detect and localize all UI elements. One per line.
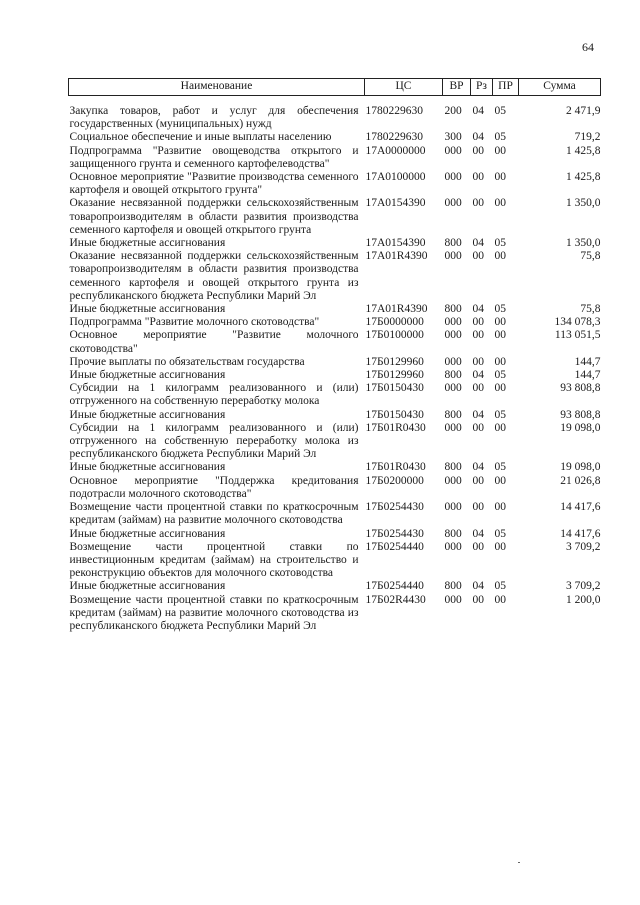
cell-name: Основное мероприятие "Развитие производства семенного картофеля и овощей открытого грунта" xyxy=(69,171,359,197)
cell-pr: 05 xyxy=(494,105,506,117)
cell-pr: 05 xyxy=(494,369,506,382)
cell-cs: 17А0000000 xyxy=(365,144,426,157)
cell-pr: 05 xyxy=(494,461,506,474)
cell-sum: 19 098,0 xyxy=(560,421,601,434)
table-row xyxy=(69,422,601,462)
cell-pr: 00 xyxy=(494,421,506,434)
cell-sum: 19 098,0 xyxy=(560,461,601,474)
table-row xyxy=(69,237,601,250)
header-rz: Рз xyxy=(471,79,493,96)
cell-vr: 000 xyxy=(444,316,462,329)
table-row xyxy=(69,580,601,593)
cell-cs: 17А0154390 xyxy=(365,237,426,250)
table-row xyxy=(69,501,601,527)
cell-pr: 05 xyxy=(494,237,506,250)
cell-rz: 00 xyxy=(472,540,484,553)
cell-name: Иные бюджетные ассигнования xyxy=(69,527,226,540)
cell-rz: 00 xyxy=(472,474,484,487)
table-row xyxy=(69,197,601,237)
cell-vr: 000 xyxy=(444,540,462,553)
cell-pr: 00 xyxy=(494,197,506,210)
cell-vr: 000 xyxy=(444,593,462,606)
cell-sum: 3 709,2 xyxy=(566,580,601,593)
cell-pr: 05 xyxy=(494,131,506,144)
cell-sum: 1 350,0 xyxy=(566,237,601,250)
cell-pr: 05 xyxy=(494,408,506,421)
cell-name: Иные бюджетные ассигнования xyxy=(69,303,226,316)
cell-cs: 17А01R4390 xyxy=(365,250,428,263)
cell-vr: 800 xyxy=(444,303,462,316)
cell-vr: 000 xyxy=(444,474,462,487)
table-row xyxy=(69,329,601,355)
header-name: Наименование xyxy=(69,79,365,96)
cell-sum: 93 808,8 xyxy=(560,382,601,395)
table-row xyxy=(69,369,601,382)
cell-name: Закупка товаров, работ и услуг для обеспечения государственных (муниципальных) нужд xyxy=(69,105,359,131)
cell-vr: 000 xyxy=(444,250,462,263)
cell-sum: 21 026,8 xyxy=(560,474,601,487)
cell-name: Иные бюджетные ассигнования xyxy=(69,580,226,593)
cell-rz: 00 xyxy=(472,171,484,184)
cell-cs: 17А0154390 xyxy=(365,197,426,210)
table-row xyxy=(69,382,601,408)
cell-sum: 14 417,6 xyxy=(560,527,601,540)
cell-pr: 00 xyxy=(494,474,506,487)
cell-rz: 00 xyxy=(472,250,484,263)
cell-sum: 3 709,2 xyxy=(566,540,601,553)
cell-pr: 00 xyxy=(494,316,506,329)
cell-rz: 00 xyxy=(472,382,484,395)
cell-name: Иные бюджетные ассигнования xyxy=(69,461,226,474)
table-row xyxy=(69,250,601,303)
cell-name: Оказание несвязанной поддержки сельскохозяйственным товаропроизводителям в области развития производства семенного картофеля и овощей открытого грунта из республиканского бюджета Республики Марий Эл xyxy=(69,250,359,302)
cell-sum: 75,8 xyxy=(580,303,601,316)
cell-vr: 000 xyxy=(444,171,462,184)
table-row xyxy=(69,171,601,197)
cell-pr: 00 xyxy=(494,593,506,606)
cell-vr: 200 xyxy=(444,105,462,117)
cell-name: Субсидии на 1 килограмм реализованного и (или) отгруженного на собственную переработку молока из республиканского бюджета Республики Марий Эл xyxy=(69,421,359,461)
cell-name: Прочие выплаты по обязательствам государства xyxy=(69,355,305,368)
table-row xyxy=(69,475,601,501)
cell-rz: 04 xyxy=(472,461,484,474)
cell-sum: 93 808,8 xyxy=(560,408,601,421)
cell-rz: 04 xyxy=(472,527,484,540)
cell-sum: 14 417,6 xyxy=(560,501,601,514)
cell-name: Иные бюджетные ассигнования xyxy=(69,408,226,421)
cell-vr: 800 xyxy=(444,408,462,421)
cell-vr: 800 xyxy=(444,527,462,540)
cell-sum: 1 425,8 xyxy=(566,144,601,157)
cell-vr: 800 xyxy=(444,237,462,250)
cell-cs: 17Б0254430 xyxy=(365,501,424,514)
cell-name: Основное мероприятие "Развитие молочного скотоводства" xyxy=(69,329,359,355)
table-header xyxy=(69,79,601,96)
cell-pr: 00 xyxy=(494,144,506,157)
cell-rz: 00 xyxy=(472,316,484,329)
cell-cs: 17Б0000000 xyxy=(365,316,424,329)
table-body xyxy=(69,96,601,634)
page-number: 64 xyxy=(582,40,594,54)
cell-sum: 2 471,9 xyxy=(566,105,601,117)
table-row xyxy=(69,96,601,132)
cell-cs: 17Б0150430 xyxy=(365,408,424,421)
scan-speck xyxy=(518,862,520,863)
cell-rz: 04 xyxy=(472,369,484,382)
cell-vr: 000 xyxy=(444,421,462,434)
cell-sum: 144,7 xyxy=(574,355,601,368)
cell-vr: 000 xyxy=(444,501,462,514)
cell-rz: 04 xyxy=(472,131,484,144)
cell-name: Возмещение части процентной ставки по инвестиционным кредитам (займам) на строительство и реконструкцию объектов для молочного скотоводства xyxy=(69,540,359,580)
cell-rz: 04 xyxy=(472,237,484,250)
cell-name: Субсидии на 1 килограмм реализованного и (или) отгруженного на собственную переработку молока xyxy=(69,382,359,408)
table-row xyxy=(69,528,601,541)
cell-cs: 17Б0129960 xyxy=(365,355,424,368)
cell-vr: 800 xyxy=(444,580,462,593)
cell-pr: 00 xyxy=(494,540,506,553)
cell-pr: 05 xyxy=(494,527,506,540)
cell-rz: 00 xyxy=(472,593,484,606)
cell-name: Иные бюджетные ассигнования xyxy=(69,369,226,382)
cell-cs: 17Б01R0430 xyxy=(365,461,426,474)
cell-name: Возмещение части процентной ставки по краткосрочным кредитам (займам) на развитие молочного скотоводства xyxy=(69,501,359,527)
cell-cs: 17А0100000 xyxy=(365,171,426,184)
table-row xyxy=(69,131,601,144)
cell-pr: 00 xyxy=(494,355,506,368)
cell-vr: 000 xyxy=(444,382,462,395)
cell-rz: 00 xyxy=(472,421,484,434)
cell-cs: 17Б0200000 xyxy=(365,474,424,487)
cell-sum: 1 425,8 xyxy=(566,171,601,184)
cell-rz: 00 xyxy=(472,197,484,210)
cell-pr: 05 xyxy=(494,580,506,593)
table-row xyxy=(69,316,601,329)
cell-rz: 04 xyxy=(472,408,484,421)
cell-vr: 800 xyxy=(444,461,462,474)
cell-pr: 00 xyxy=(494,171,506,184)
cell-cs: 17А01R4390 xyxy=(365,303,428,316)
cell-pr: 00 xyxy=(494,250,506,263)
cell-cs: 17Б0254440 xyxy=(365,580,424,593)
cell-vr: 000 xyxy=(444,329,462,342)
cell-vr: 800 xyxy=(444,369,462,382)
table-row xyxy=(69,541,601,581)
cell-name: Иные бюджетные ассигнования xyxy=(69,237,226,250)
budget-table xyxy=(68,78,601,633)
cell-name: Подпрограмма "Развитие молочного скотоводства" xyxy=(69,316,320,329)
cell-cs: 1780229630 xyxy=(365,131,423,144)
cell-vr: 000 xyxy=(444,197,462,210)
cell-sum: 719,2 xyxy=(574,131,601,144)
header-pr: ПР xyxy=(493,79,519,96)
cell-rz: 04 xyxy=(472,580,484,593)
table-row xyxy=(69,356,601,369)
cell-rz: 00 xyxy=(472,144,484,157)
cell-vr: 300 xyxy=(444,131,462,144)
header-sum: Сумма xyxy=(519,79,601,96)
cell-pr: 00 xyxy=(494,329,506,342)
cell-cs: 17Б02R4430 xyxy=(365,593,426,606)
cell-cs: 17Б0129960 xyxy=(365,369,424,382)
cell-pr: 00 xyxy=(494,501,506,514)
cell-rz: 04 xyxy=(472,303,484,316)
cell-sum: 134 078,3 xyxy=(554,316,601,329)
table-row xyxy=(69,594,601,634)
cell-cs: 17Б0100000 xyxy=(365,329,424,342)
cell-sum: 113 051,5 xyxy=(554,329,601,342)
cell-sum: 1 200,0 xyxy=(566,593,601,606)
cell-sum: 75,8 xyxy=(580,250,601,263)
table-row xyxy=(69,303,601,316)
cell-rz: 04 xyxy=(472,105,484,117)
cell-rz: 00 xyxy=(472,329,484,342)
cell-cs: 17Б0254430 xyxy=(365,527,424,540)
cell-name: Возмещение части процентной ставки по краткосрочным кредитам (займам) на развитие молочного скотоводства из республиканского бюджета Республики Марий Эл xyxy=(69,593,359,632)
cell-name: Подпрограмма "Развитие овощеводства открытого и защищенного грунта и семенного картофелеводства" xyxy=(69,144,359,170)
cell-name: Социальное обеспечение и иные выплаты населению xyxy=(69,131,332,144)
cell-vr: 000 xyxy=(444,144,462,157)
table-row xyxy=(69,461,601,474)
cell-name: Оказание несвязанной поддержки сельскохозяйственным товаропроизводителям в области развития производства семенного картофеля и овощей открытого грунта xyxy=(69,197,359,236)
cell-rz: 00 xyxy=(472,355,484,368)
cell-vr: 000 xyxy=(444,355,462,368)
cell-cs: 17Б0254440 xyxy=(365,540,424,553)
header-vr: ВР xyxy=(443,79,471,96)
cell-rz: 00 xyxy=(472,501,484,514)
cell-name: Основное мероприятие "Поддержка кредитования подотрасли молочного скотоводства" xyxy=(69,474,359,500)
cell-cs: 17Б01R0430 xyxy=(365,421,426,434)
cell-pr: 05 xyxy=(494,303,506,316)
table-row xyxy=(69,409,601,422)
table-row xyxy=(69,145,601,171)
cell-pr: 00 xyxy=(494,382,506,395)
cell-cs: 1780229630 xyxy=(365,105,423,117)
cell-sum: 1 350,0 xyxy=(566,197,601,210)
header-cs: ЦС xyxy=(365,79,443,96)
cell-cs: 17Б0150430 xyxy=(365,382,424,395)
cell-sum: 144,7 xyxy=(574,369,601,382)
